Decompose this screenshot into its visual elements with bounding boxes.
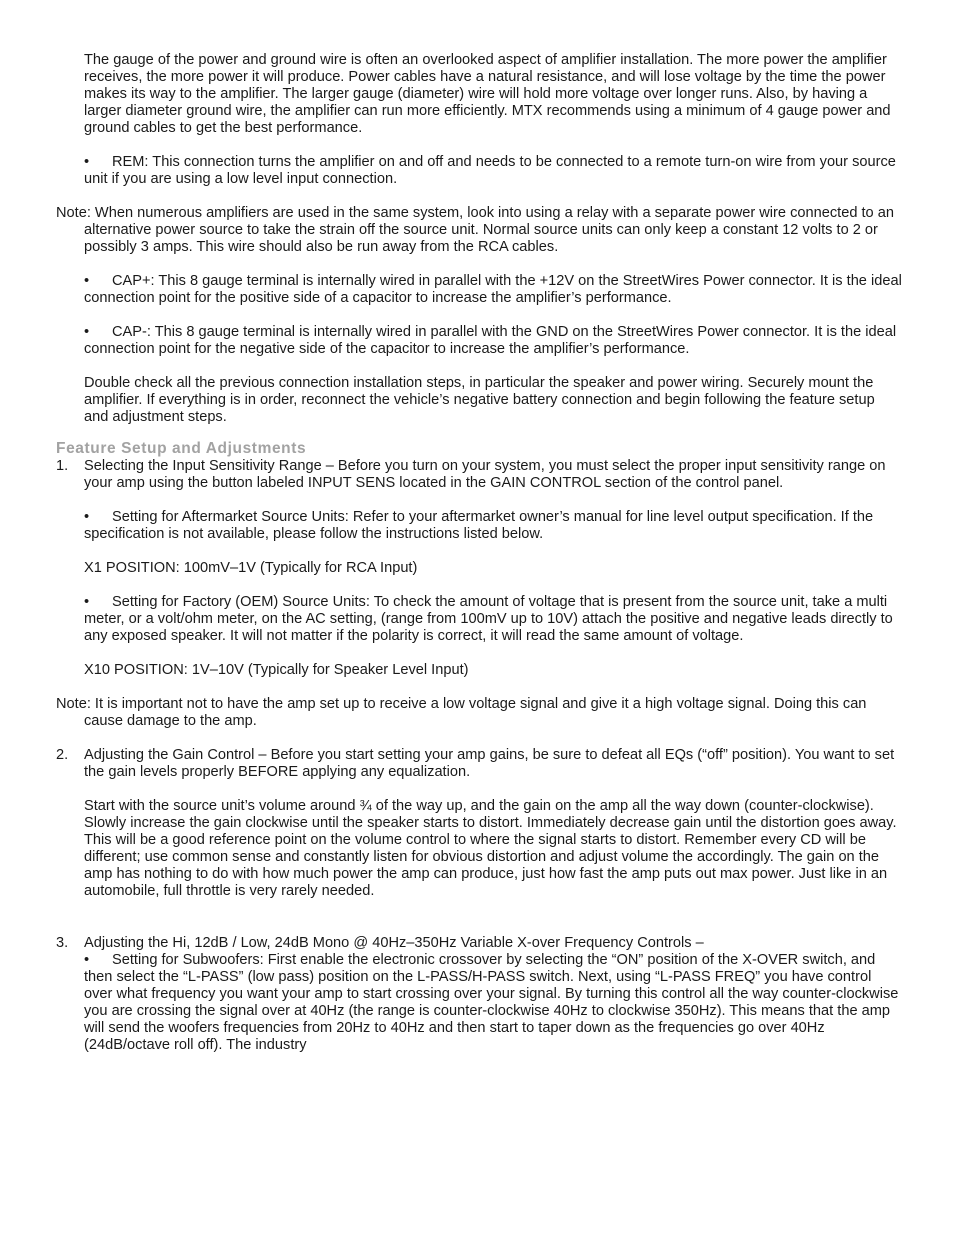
cap-plus-bullet (0, 273, 954, 307)
rem-bullet (0, 154, 954, 188)
cap-plus-text: CAP+: This 8 gauge terminal is internally wired in parallel with the +12V on the StreetWires Power connector. It is the ideal connection point for the positive side of a capacitor to increase the amplifier’s performance. (84, 273, 902, 306)
subwoofers-text: Setting for Subwoofers: First enable the electronic crossover by selecting the “ON” position of the X-OVER switch, and then select the “L-PASS” (low pass) position on the L-PASS/H-PASS switch. Next, using “L-PASS FREQ” you have control over what frequency you want your amp to start crossing over your signal. By turning this control all the way counter-clockwise you are crossing the signal over at 40Hz (the range is counter-clockwise 40Hz to clockwise 350Hz). This means that the amp will send the woofers frequencies from 20Hz to 40Hz and then start to taper down as the frequencies go over 40Hz (24dB/octave roll off). The industry (84, 952, 899, 1053)
note-relay: Note: When numerous amplifiers are used in the same system, look into using a relay with a separate power wire connected to an alternative power source to take the strain off the source unit. Normal source units can only keep a constant 12 volts to 2 or possibly 3 amps. This wire should also be run away from the RCA cables. (56, 205, 894, 255)
rem-text: REM: This connection turns the amplifier on and off and needs to be connected to a remote turn-on wire from your source unit if you are using a low level input connection. (84, 154, 896, 187)
aftermarket-text: Setting for Aftermarket Source Units: Refer to your aftermarket owner’s manual for line level output specification. If the specification is not available, please follow the instructions listed below. (84, 509, 874, 542)
item-1-number: 1. (56, 458, 69, 474)
bullet-glyph: • (84, 509, 90, 525)
double-check-paragraph: Double check all the previous connection installation steps, in particular the speaker and power wiring. Securely mount the amplifier. If everything is in order, reconnect the vehicle’s negative battery connection and begin following the feature setup and adjustment steps. (84, 375, 875, 425)
gain-steps-paragraph: Start with the source unit’s volume around ¾ of the way up, and the gain on the amp all the way down (counter-clockwise). Slowly increase the gain clockwise until the speaker starts to distort. Immediately decrease gain until the distortion goes away. This will be a good reference point on the volume control to where the signal starts to distort. Remember every CD will be different; use common sense and constantly listen for obvious distortion and adjust volume the accordingly. The gain on the amp has nothing to do with how much power the amp can produce, just how fast the amp puts out max power. Just like in an automobile, full throttle is very rarely needed. (84, 798, 897, 899)
item-2-number: 2. (56, 747, 69, 763)
bullet-glyph: • (84, 324, 90, 340)
subwoofers-bullet (0, 952, 954, 1054)
aftermarket-bullet (0, 509, 954, 543)
bullet-glyph: • (84, 952, 90, 968)
item-3-number: 3. (56, 935, 69, 951)
item-1-text: Selecting the Input Sensitivity Range – Before you turn on your system, you must select the proper input sensitivity range on your amp using the button labeled INPUT SENS located in the GAIN CONTROL section of the control panel. (84, 458, 886, 491)
item-3-text: Adjusting the Hi, 12dB / Low, 24dB Mono @ 40Hz–350Hz Variable X-over Frequency Controls – (84, 935, 704, 951)
x10-position: X10 POSITION: 1V–10V (Typically for Speaker Level Input) (84, 662, 469, 678)
x1-position: X1 POSITION: 100mV–1V (Typically for RCA Input) (84, 560, 418, 576)
intro-paragraph: The gauge of the power and ground wire is often an overlooked aspect of amplifier installation. The more power the amplifier receives, the more power it will produce. Power cables have a natural resistance, and will lose voltage by the time the power makes its way to the amplifier. The larger gauge (diameter) wire will hold more voltage over longer runs. Also, by having a larger diameter ground wire, the amplifier can run more efficiently. MTX recommends using a minimum of 4 gauge power and ground cables to get the best performance. (84, 52, 891, 136)
bullet-glyph: • (84, 273, 90, 289)
bullet-glyph: • (84, 594, 90, 610)
cap-minus-bullet (0, 324, 954, 358)
cap-minus-text: CAP-: This 8 gauge terminal is internally wired in parallel with the GND on the StreetWires Power connector. It is the ideal connection point for the negative side of the capacitor to increase the amplifier’s performance. (84, 324, 897, 357)
item-2-text: Adjusting the Gain Control – Before you start setting your amp gains, be sure to defeat all EQs (“off” position). You want to set the gain levels properly BEFORE applying any equalization. (84, 747, 895, 780)
item-1 (0, 458, 954, 492)
document-page (0, 52, 954, 1054)
factory-text: Setting for Factory (OEM) Source Units: To check the amount of voltage that is present from the source unit, take a multi meter, or a volt/ohm meter, on the AC setting, (range from 100mV up to 10V) attach the positive and negative leads directly to any exposed speaker. It will not matter if the polarity is correct, it will read the same amount of voltage. (84, 594, 893, 644)
section-heading: Feature Setup and Adjustments (56, 440, 307, 457)
note-voltage: Note: It is important not to have the amp set up to receive a low voltage signal and give it a high voltage signal. Doing this can cause damage to the amp. (56, 696, 867, 729)
item-2 (0, 747, 954, 781)
item-3 (0, 935, 954, 952)
factory-bullet (0, 594, 954, 645)
bullet-glyph: • (84, 154, 90, 170)
